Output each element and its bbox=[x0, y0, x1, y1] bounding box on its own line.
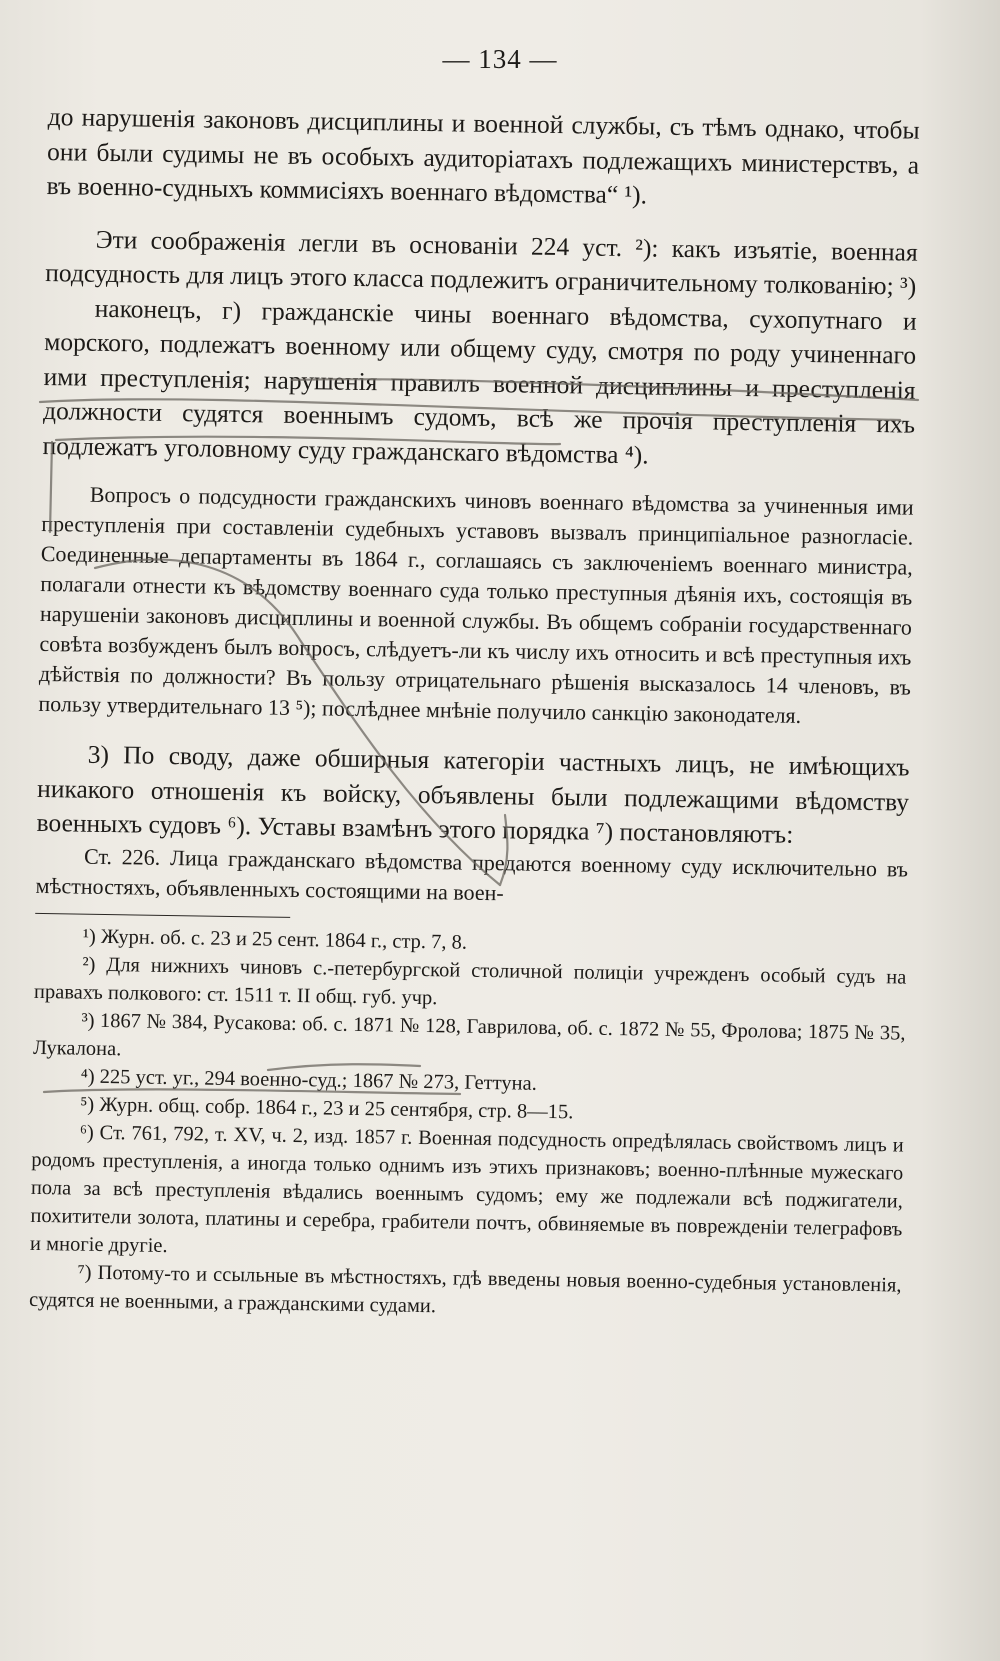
paragraph-article-226: Ст. 226. Лица гражданскаго вѣдомства предаются военному суду исключительно въ мѣстностяхъ, объявленныхъ состоящими на воен- bbox=[35, 843, 909, 905]
paragraph-continuation: до нарушенія законовъ дисциплины и военной службы, съ тѣмъ однако, чтобы они были судимы не въ особыхъ аудиторіатахъ подлежащихъ министерствъ, а въ военно-судныхъ коммисіяхъ военнаго вѣдомства“ ¹). bbox=[46, 101, 920, 210]
page-number: — 134 — bbox=[442, 44, 558, 74]
paragraph-question-jurisdiction: Вопросъ о подсудности гражданскихъ чиновъ военнаго вѣдомства за учиненныя ими преступленія при составленіи судебныхъ уставовъ вызвалъ принципіальное разногласіе. Соединенные департаменты въ 1864 г., соглашаясь съ заключеніемъ военнаго министра, полагали отнести къ вѣдомству военнаго суда только преступныя дѣянія ихъ, состоящія въ нарушеніи законовъ дисциплины и военной службы. Въ общемъ собраніи государственнаго совѣта возбужденъ былъ вопросъ, слѣдуетъ-ли къ числу ихъ относить и всѣ преступныя ихъ дѣйствія по должности? Въ пользу отрицательнаго рѣшенія высказалось 14 членовъ, въ пользу утвердительнаго 13 ⁵); послѣднее мнѣніе получило санкцію законодателя. bbox=[38, 481, 914, 728]
footnote-divider bbox=[35, 912, 290, 917]
footnote-7: ⁷) Потому-то и ссыльные въ мѣстностяхъ, гдѣ введены новыя военно-судебныя установленія, судятся не военными, а гражданскими судами. bbox=[28, 1261, 902, 1317]
paragraph-code-categories: 3) По своду, даже обширныя категоріи частныхъ лицъ, не имѣющихъ никакого отношенія къ войску, объявлены были подлежащими вѣдомству военныхъ судовъ ⁶). Уставы взамѣнъ этого порядка ⁷) постановляютъ: bbox=[36, 739, 910, 849]
footnote-5: ⁵) Журн. общ. собр. 1864 г., 23 и 25 сентября, стр. 8—15. bbox=[80, 1093, 574, 1123]
paragraph-civil-officials: наконецъ, г) гражданскіе чины военнаго вѣдомства, сухопутнаго и морского, подлежатъ военному или общему суду, смотря по роду учиненнаго ими преступленія; нарушенія правилъ военной дисциплины и преступленія должности судятся военнымъ судомъ, всѣ же прочія преступленія ихъ подлежатъ уголовному суду гражданскаго вѣдомства ⁴). bbox=[42, 293, 917, 469]
footnote-2: ²) Для нижнихъ чиновъ с.-петербургской столичной полиціи учрежденъ особый судъ на правахъ полкового: ст. 1511 т. II общ. губ. учр. bbox=[33, 953, 907, 1009]
footnote-1: ¹) Журн. об. с. 23 и 25 сент. 1864 г., стр. 7, 8. bbox=[82, 925, 468, 954]
footnote-3: ³) 1867 № 384, Русакова: об. с. 1871 № 128, Гаврилова, об. с. 1872 № 55, Фролова; 1875 № 35, Лукалона. bbox=[32, 1009, 906, 1060]
page-body bbox=[29, 100, 920, 1327]
footnote-4: ⁴) 225 уст. уг., 294 военно-суд.; 1867 № 273, Геттуна. bbox=[80, 1065, 537, 1095]
paragraph-considerations: Эти соображенія легли въ основаніи 224 уст. ²): какъ изъятіе, военная подсудность для лицъ этого класса подлежитъ ограничительному толкованію; ³) bbox=[45, 224, 918, 301]
footnote-6: ⁶) Ст. 761, 792, т. XV, ч. 2, изд. 1857 г. Военная подсудность опредѣлялась свойствомъ лицъ и родомъ преступленія, а иногда только однимъ изъ этихъ признаковъ; военно-плѣнные мужескаго пола за всѣ преступленія вѣдались военнымъ судомъ; ему же подлежали всѣ поджигатели, похитители золота, платины и серебра, грабители почтъ, обвиняемые въ поврежденіи телеграфовъ и многіе другіе. bbox=[29, 1121, 904, 1257]
